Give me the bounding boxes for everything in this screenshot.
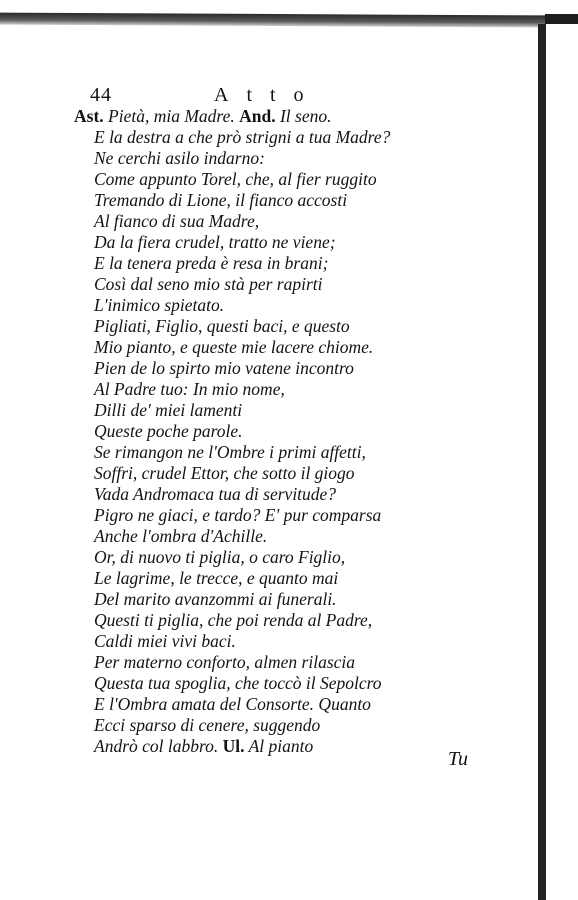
verse-text-segment: Soffri, crudel Ettor, che sotto il giogo <box>94 463 355 483</box>
verse-text-segment: E l'Ombra amata del Consorte. Quanto <box>94 694 371 714</box>
verse-text-segment: E la tenera preda è resa in brani; <box>94 253 329 273</box>
verse-line <box>74 169 534 190</box>
verse-line <box>74 715 534 736</box>
verse-text-segment: Pigliati, Figlio, questi baci, e questo <box>94 316 350 336</box>
verse-text-segment: Pigro ne giaci, e tardo? E' pur comparsa <box>94 505 382 525</box>
speaker-label: Ast. <box>74 106 104 126</box>
verse-text-segment: Anche l'ombra d'Achille. <box>94 526 268 546</box>
verse-line <box>74 190 534 211</box>
verse-text-segment: Queste poche parole. <box>94 421 243 441</box>
verse-text-segment: Questi ti piglia, che poi renda al Padre, <box>94 610 373 630</box>
page-right-shadow <box>538 24 546 900</box>
page-number: 44 <box>90 84 112 106</box>
speaker-label: Ul. <box>222 736 245 756</box>
verse-text-segment: Al pianto <box>244 736 314 756</box>
verse-text-segment: Se rimangon ne l'Ombre i primi affetti, <box>94 442 366 462</box>
verse-text <box>74 106 534 757</box>
verse-line <box>74 610 534 631</box>
verse-text-segment: Dilli de' miei lamenti <box>94 400 243 420</box>
verse-line <box>74 568 534 589</box>
verse-line <box>74 106 534 127</box>
verse-text-segment: Per materno conforto, almen rilascia <box>94 652 356 672</box>
catchword: Tu <box>448 748 469 770</box>
verse-line <box>74 400 534 421</box>
running-head: Atto <box>214 84 322 106</box>
verse-line <box>74 652 534 673</box>
verse-text-segment: L'inimico spietato. <box>94 295 225 315</box>
verse-line <box>74 631 534 652</box>
verse-text-segment: Andrò col labbro. <box>94 736 223 756</box>
verse-text-segment: Ecci sparso di cenere, suggendo <box>94 715 321 735</box>
verse-line <box>74 505 534 526</box>
verse-line <box>74 358 534 379</box>
verse-text-segment: Pien de lo spirto mio vatene incontro <box>94 358 354 378</box>
verse-text-segment: Questa tua spoglia, che toccò il Sepolcro <box>94 673 382 693</box>
verse-text-segment: E la destra a che prò strigni a tua Madre? <box>94 127 391 147</box>
verse-line <box>74 127 534 148</box>
speaker-label: And. <box>239 106 276 126</box>
verse-text-segment: Ne cerchi asilo indarno: <box>94 148 265 168</box>
verse-text-segment: Al fianco di sua Madre, <box>94 211 260 231</box>
verse-text-segment: Del marito avanzommi ai funerali. <box>94 589 337 609</box>
verse-line <box>74 379 534 400</box>
verse-line <box>74 316 534 337</box>
verse-text-segment: Il seno. <box>275 106 332 126</box>
verse-text-segment: Mio pianto, e queste mie lacere chiome. <box>94 337 374 357</box>
verse-line <box>74 337 534 358</box>
verse-line <box>74 589 534 610</box>
verse-text-segment: Pietà, mia Madre. <box>103 106 240 126</box>
verse-line <box>74 694 534 715</box>
verse-text-segment: Le lagrime, le trecce, e quanto mai <box>94 568 339 588</box>
verse-line <box>74 484 534 505</box>
verse-text-segment: Vada Andromaca tua di servitude? <box>94 484 337 504</box>
verse-line <box>74 442 534 463</box>
verse-line <box>74 274 534 295</box>
page-margin-right <box>546 24 578 900</box>
verse-line <box>74 673 534 694</box>
verse-line <box>74 295 534 316</box>
page-top-shadow <box>0 13 545 28</box>
verse-line <box>74 463 534 484</box>
verse-line <box>74 526 534 547</box>
verse-text-segment: Al Padre tuo: In mio nome, <box>94 379 285 399</box>
verse-line <box>74 211 534 232</box>
verse-text-segment: Caldi miei vivi baci. <box>94 631 236 651</box>
verse-text-segment: Così dal seno mio stà per rapirti <box>94 274 323 294</box>
verse-text-segment: Come appunto Torel, che, al fier ruggito <box>94 169 377 189</box>
verse-line <box>74 421 534 442</box>
verse-line <box>74 253 534 274</box>
verse-text-segment: Da la fiera crudel, tratto ne viene; <box>94 232 336 252</box>
verse-text-segment: Tremando di Lione, il fianco accosti <box>94 190 348 210</box>
verse-line <box>74 232 534 253</box>
verse-line <box>74 547 534 568</box>
verse-line <box>74 148 534 169</box>
verse-text-segment: Or, di nuovo ti piglia, o caro Figlio, <box>94 547 346 567</box>
